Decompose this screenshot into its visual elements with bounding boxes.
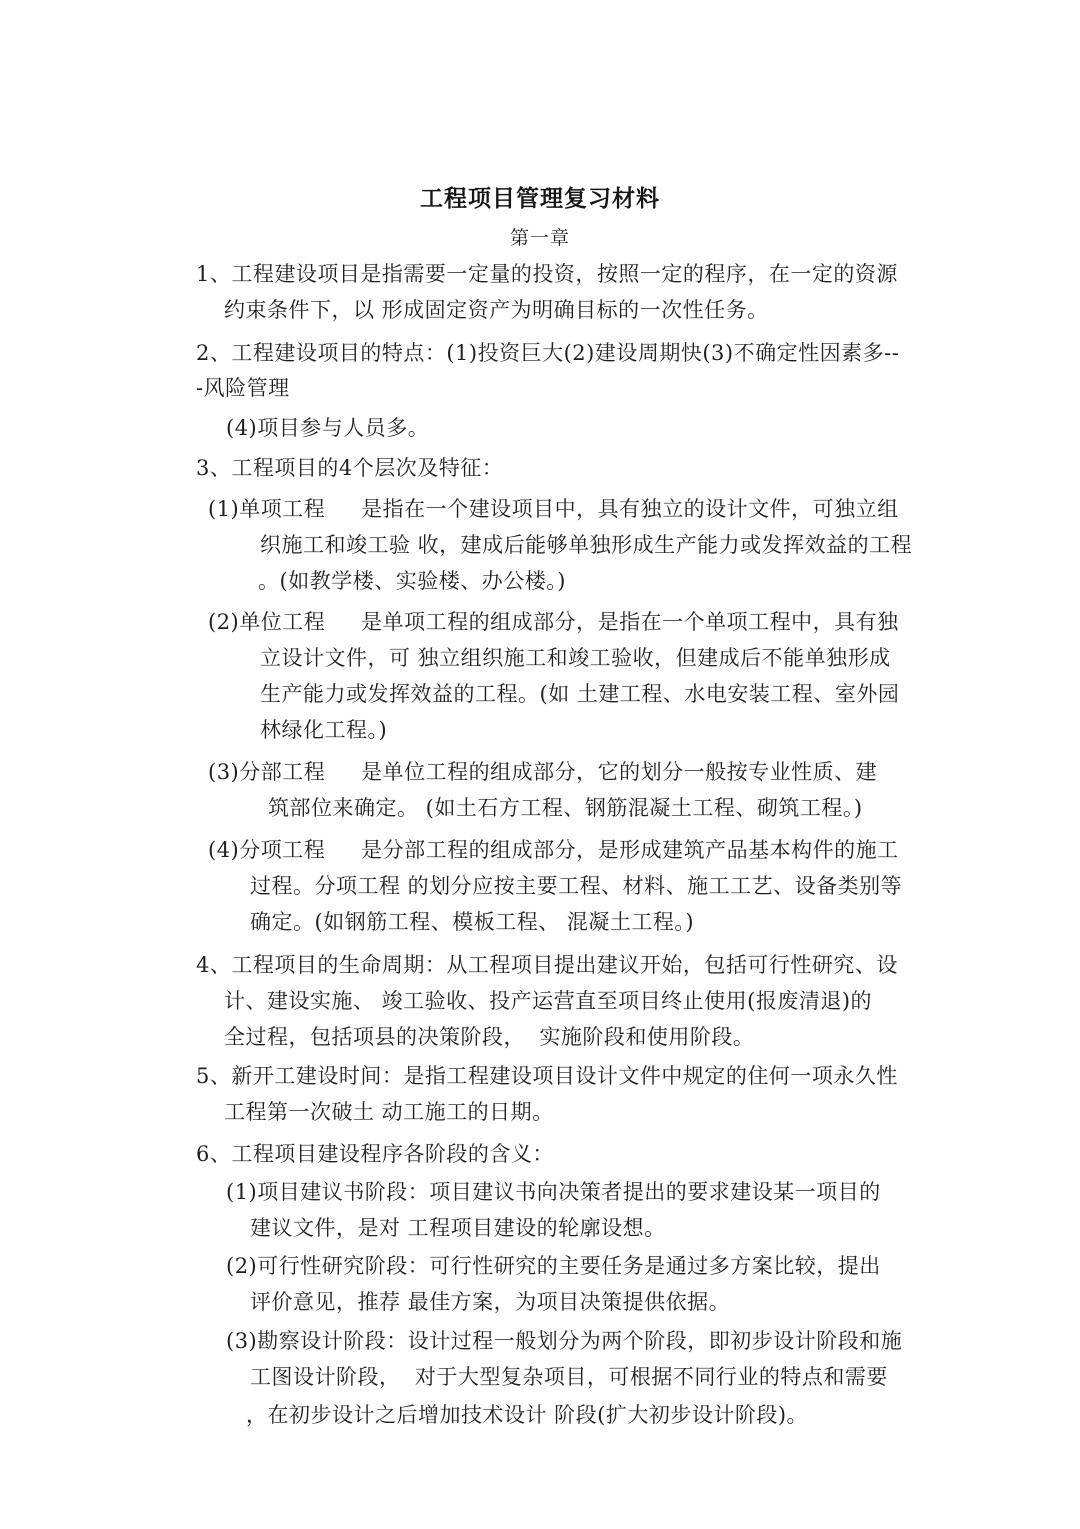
- sub-2-line-3: 生产能力或发挥效益的工程。(如 土建工程、水电安装工程、室外园: [260, 682, 900, 706]
- sub-1-line-1: (1)单项工程 是指在一个建设项目中，具有独立的设计文件，可独立组: [208, 497, 899, 521]
- phase-1-line-1: (1)项目建议书阶段：项目建议书向决策者提出的要求建设某一项目的: [226, 1180, 881, 1204]
- item-2-line-2: -风险管理: [196, 376, 290, 400]
- sub-2-line-1: (2)单位工程 是单项工程的组成部分，是指在一个单项工程中，具有独: [208, 610, 899, 634]
- item-3-line-1: 3、工程项目的4个层次及特征：: [196, 456, 504, 480]
- item-4-line-1: 4、工程项目的生命周期：从工程项目提出建议开始，包括可行性研究、设: [196, 953, 898, 977]
- chapter-heading: 第一章: [509, 227, 570, 249]
- sub-2-line-4: 林绿化工程。): [260, 718, 388, 742]
- item-2-line-1: 2、工程建设项目的特点：(1)投资巨大(2)建设周期快(3)不确定性因素多--: [196, 341, 900, 365]
- item-1-line-2: 约束条件下，以 形成固定资产为明确目标的一次性任务。: [224, 298, 769, 322]
- sub-4-line-2: 过程。分项工程 的划分应按主要工程、材料、施工工艺、设备类别等: [250, 874, 903, 898]
- sub-1-line-2: 织施工和竣工验 收，建成后能够单独形成生产能力或发挥效益的工程: [260, 533, 913, 557]
- item-5-line-2: 工程第一次破土 动工施工的日期。: [224, 1100, 554, 1124]
- item-4-line-3: 全过程，包括项县的决策阶段， 实施阶段和使用阶段。: [224, 1025, 755, 1049]
- phase-3-line-2: 工图设计阶段， 对于大型复杂项目，可根据不同行业的特点和需要: [250, 1365, 888, 1389]
- item-2-line-3: (4)项目参与人员多。: [226, 416, 430, 440]
- phase-3-line-3: ，在初步设计之后增加技术设计 阶段(扩大初步设计阶段)。: [246, 1403, 809, 1427]
- item-5-line-1: 5、新开工建设时间：是指工程建设项目设计文件中规定的住何一项永久性: [196, 1064, 898, 1088]
- sub-4-line-3: 确定。(如钢筋工程、模板工程、 混凝土工程。): [250, 910, 695, 934]
- sub-1-line-3: 。(如教学楼、实验楼、办公楼。): [258, 569, 566, 593]
- item-1-line-1: 1、工程建设项目是指需要一定量的投资，按照一定的程序，在一定的资源: [196, 262, 898, 286]
- sub-4-line-1: (4)分项工程 是分部工程的组成部分，是形成建筑产品基本构件的施工: [208, 838, 899, 862]
- phase-2-line-1: (2)可行性研究阶段：可行性研究的主要任务是通过多方案比较，提出: [226, 1254, 881, 1278]
- item-4-line-2: 计、建设实施、 竣工验收、投产运营直至项目终止使用(报废清退)的: [224, 989, 873, 1013]
- phase-1-line-2: 建议文件，是对 工程项目建设的轮廓设想。: [250, 1216, 666, 1240]
- item-6-line-1: 6、工程项目建设程序各阶段的含义：: [196, 1142, 554, 1166]
- document-title: 工程项目管理复习材料: [420, 185, 660, 212]
- sub-3-line-1: (3)分部工程 是单位工程的组成部分，它的划分一般按专业性质、建: [208, 760, 878, 784]
- phase-3-line-1: (3)勘察设计阶段：设计过程一般划分为两个阶段，即初步设计阶段和施: [226, 1329, 903, 1353]
- sub-3-line-2: 筑部位来确定。 (如土石方工程、钢筋混凝土工程、砌筑工程。): [268, 796, 863, 820]
- sub-2-line-2: 立设计文件，可 独立组织施工和竣工验收，但建成后不能单独形成: [260, 646, 891, 670]
- phase-2-line-2: 评价意见，推荐 最佳方案，为项目决策提供依据。: [250, 1290, 731, 1314]
